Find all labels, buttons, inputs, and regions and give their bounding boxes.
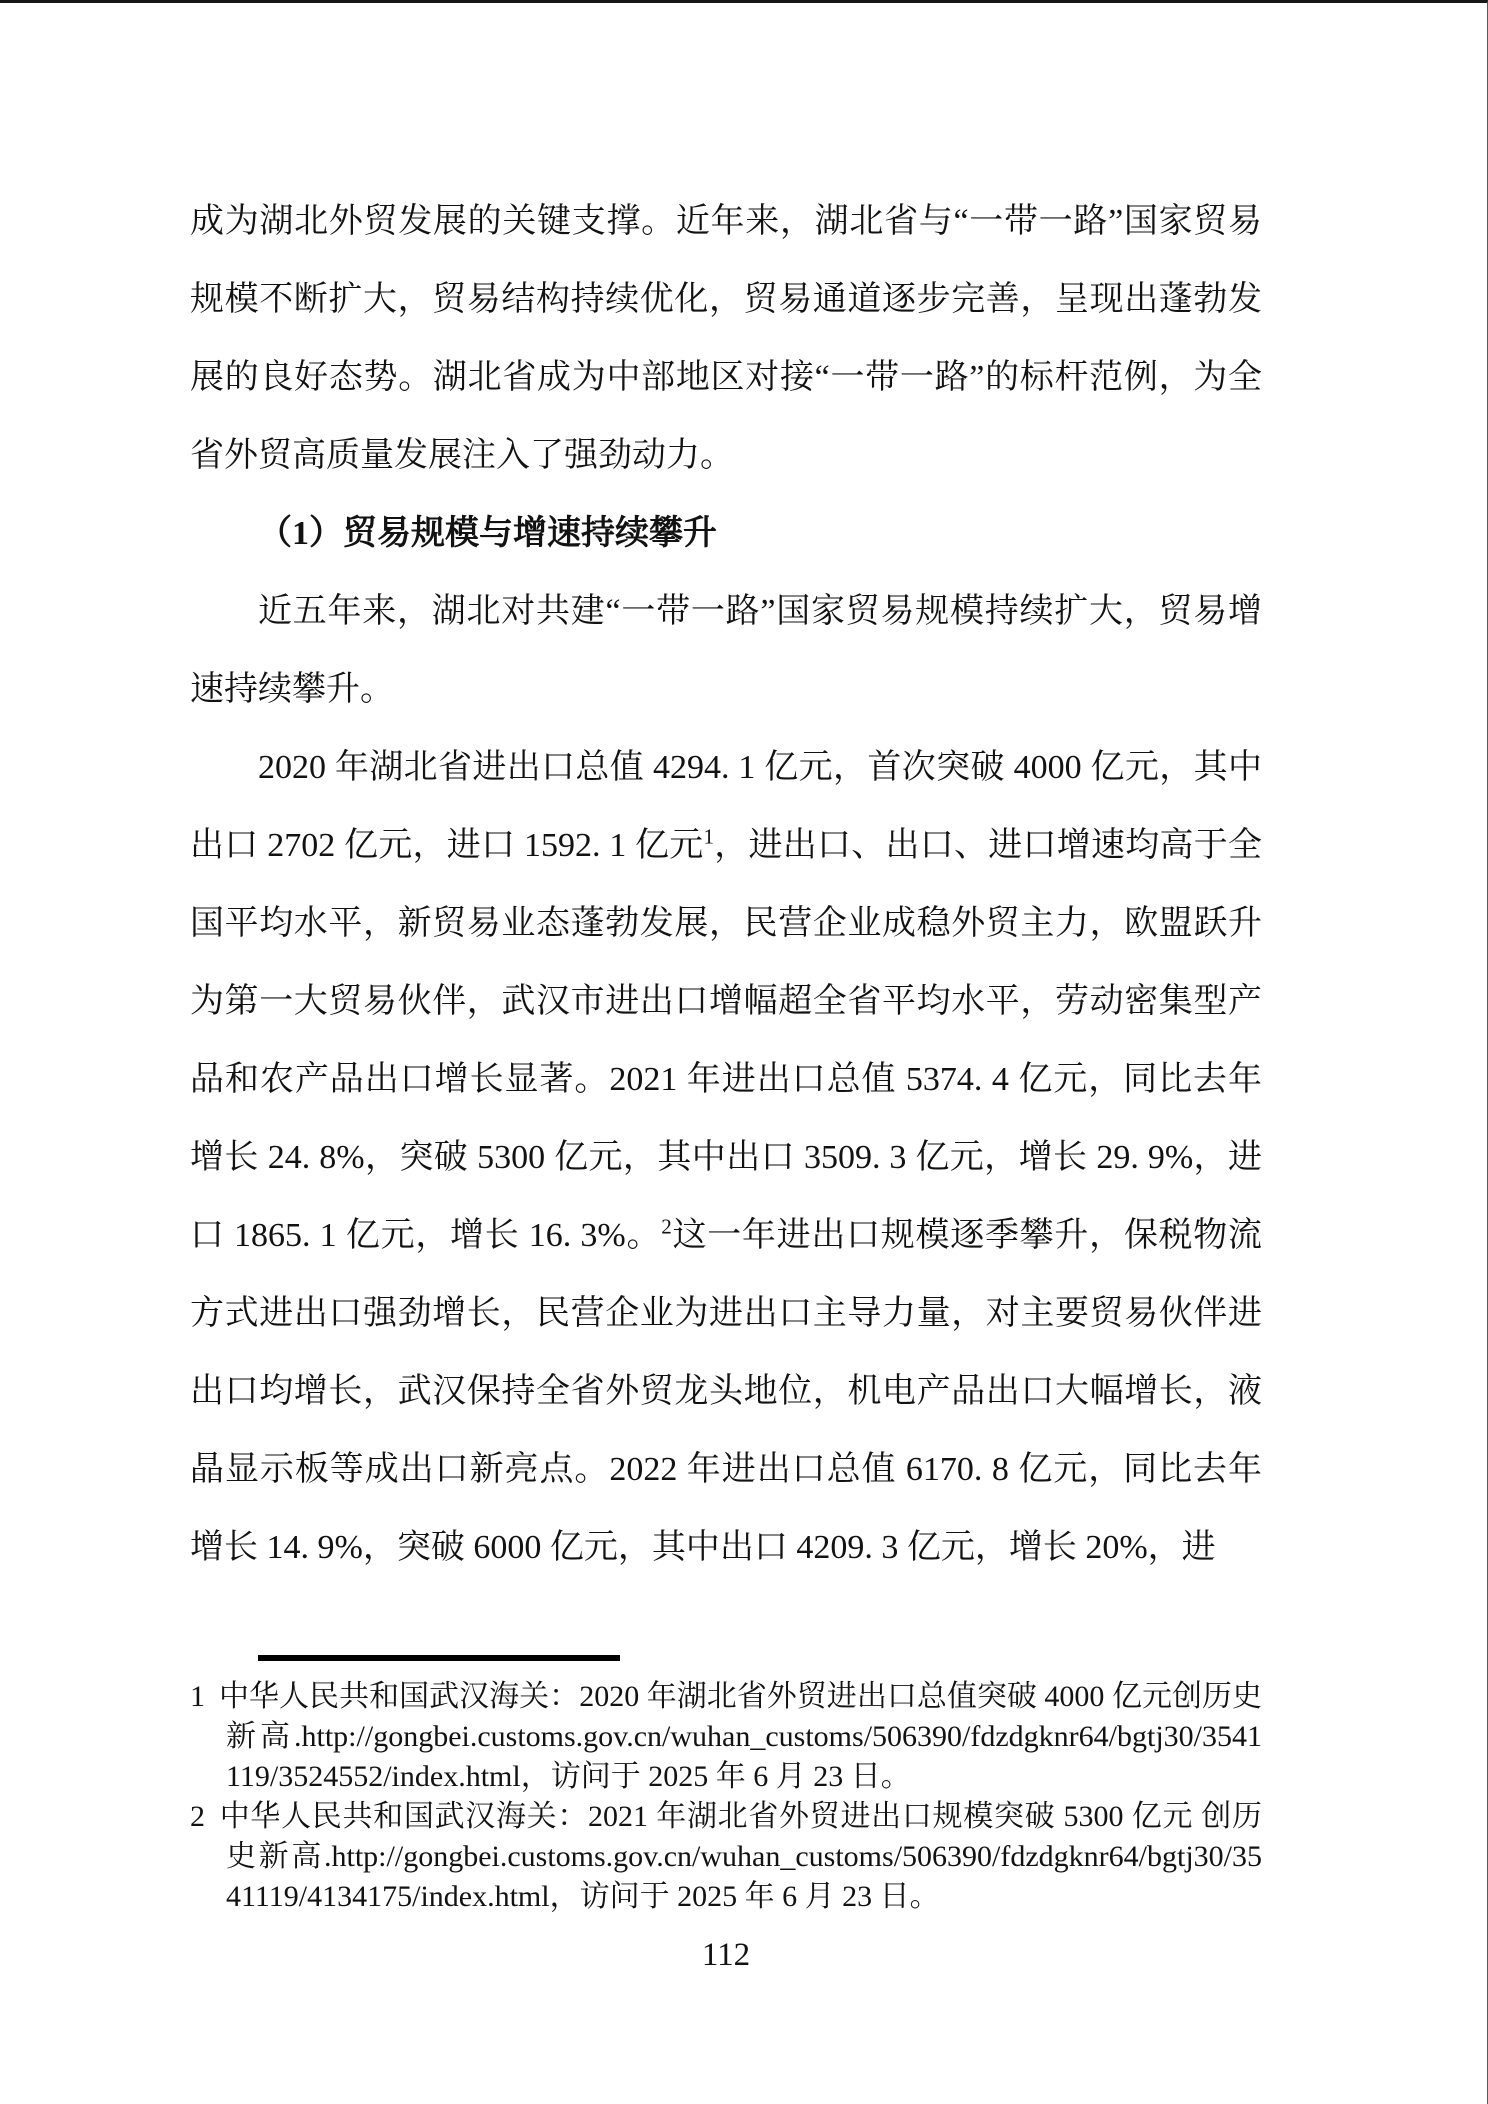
footnote-2 — [190, 1797, 1262, 1917]
paragraph-trade-data-text-2: ，进出口、出口、进口增速均高于全国平均水平，新贸易业态蓬勃发展，民营企业成稳外贸主力，欧盟跃升为第一大贸易伙伴，武汉市进出口增幅超全省平均水平，劳动密集型产品和农产品出口增长显著。2021 年进出口总值 5374. 4 亿元，同比去年增长 24. 8%，突破 5300 亿元，其中出口 3509. 3 亿元，增长 29. 9%，进口 1865. 1 亿元，增长 16. 3%。 — [190, 827, 1262, 1254]
footnote-1 — [190, 1677, 1262, 1797]
paragraph-trade-data-text-3: 这一年进出口规模逐季攀升，保税物流方式进出口强劲增长，民营企业为进出口主导力量，对主要贸易伙伴进出口均增长，武汉保持全省外贸龙头地位，机电产品出口大幅增长，液晶显示板等成出口新亮点。2022 年进出口总值 6170. 8 亿元，同比去年增长 14. 9%，突破 6000 亿元，其中出口 4209. 3 亿元，增长 20%，进 — [190, 1217, 1262, 1566]
footnote-ref-1: 1 — [703, 824, 715, 849]
footnote-1-marker: 1 — [190, 1680, 205, 1713]
paragraph-overview-text: 近五年来，湖北对共建“一带一路”国家贸易规模持续扩大，贸易增速持续攀升。 — [190, 593, 1262, 708]
paragraph-trade-data-text-1: 2020 年湖北省进出口总值 4294. 1 亿元，首次突破 4000 亿元，其中出口 2702 亿元，进口 1592. 1 亿元 — [190, 749, 1262, 864]
footnote-ref-2: 2 — [661, 1214, 672, 1239]
page-number: 112 — [701, 1937, 751, 1973]
footnote-1-text: 中华人民共和国武汉海关：2020 年湖北省外贸进出口总值突破 4000 亿元创历史新高.http://gongbei.customs.gov.cn/wuhan_customs/506390/fdzdgknr64/bgtj30/3541119/3524552/index.html，访问于 2025 年 6 月 23 日。 — [219, 1680, 1262, 1793]
paragraph-continuation — [190, 183, 1262, 495]
paragraph-overview — [190, 573, 1262, 729]
footnotes-section — [190, 1677, 1262, 1917]
footnote-separator — [258, 1655, 620, 1661]
paragraph-continuation-text: 成为湖北外贸发展的关键支撑。近年来，湖北省与“一带一路”国家贸易规模不断扩大，贸易结构持续优化，贸易通道逐步完善，呈现出蓬勃发展的良好态势。湖北省成为中部地区对接“一带一路”的标杆范例，为全省外贸高质量发展注入了强劲动力。 — [190, 203, 1262, 474]
paragraph-trade-data — [190, 729, 1262, 1587]
body-text — [190, 183, 1262, 1597]
section-heading-text: （1）贸易规模与增速持续攀升 — [258, 515, 717, 552]
footnote-2-text: 中华人民共和国武汉海关：2021 年湖北省外贸进出口规模突破 5300 亿元 创历史新高.http://gongbei.customs.gov.cn/wuhan_customs/506390/fdzdgknr64/bgtj30/3541119/4134175/index.html，访问于 2025 年 6 月 23 日。 — [219, 1800, 1262, 1913]
footnote-2-marker: 2 — [190, 1800, 205, 1833]
section-heading — [190, 495, 1262, 573]
